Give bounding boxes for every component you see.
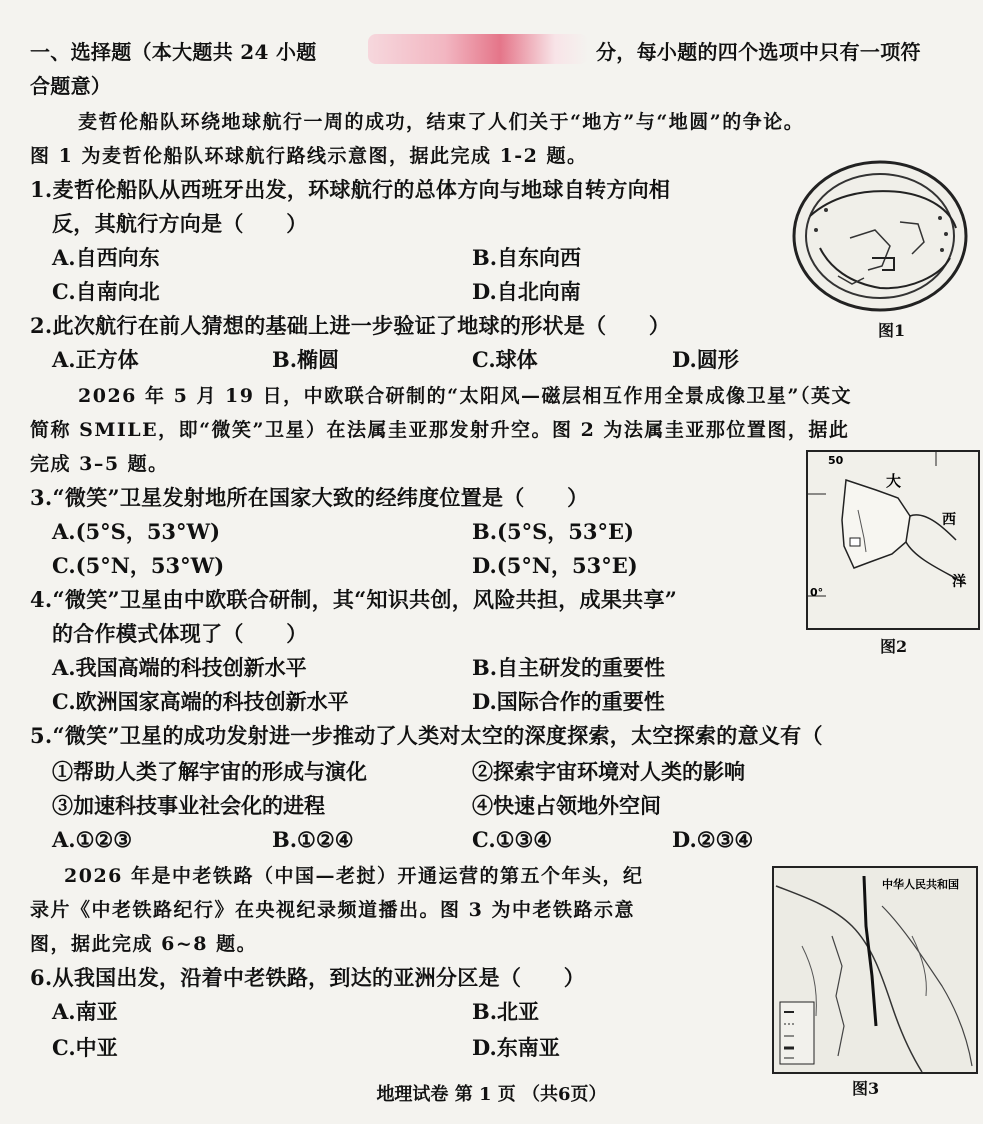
passage2-line1: 2026 年 5 月 19 日，中欧联合研制的“太阳风—磁层相互作用全景成像卫星”（英文 <box>78 385 852 407</box>
q5-statement-4: ④快速占领地外空间 <box>472 793 661 818</box>
q2-option-b[interactable]: B.椭圆 <box>272 347 340 372</box>
q5-statement-1: ①帮助人类了解宇宙的形成与演化 <box>52 759 367 784</box>
figure-1-world-map <box>790 158 970 318</box>
q3-option-c[interactable]: C.(5°N，53°W) <box>52 553 225 578</box>
figure-3-title: 中华人民共和国 <box>882 878 959 891</box>
figure-2-label-0: 0° <box>810 586 824 599</box>
section-header-left: 一、选择题（本大题共 24 小题 <box>30 40 317 64</box>
q5-statement-3: ③加速科技事业社会化的进程 <box>52 793 325 818</box>
q4-option-d[interactable]: D.国际合作的重要性 <box>472 689 665 714</box>
q1-option-b[interactable]: B.自东向西 <box>472 245 582 270</box>
q3-option-b[interactable]: B.(5°S，53°E) <box>472 519 634 544</box>
q2-option-a[interactable]: A.正方体 <box>52 347 139 372</box>
q5-stem: 5.“微笑”卫星的成功发射进一步推动了人类对太空的深度探索，太空探索的意义有（ <box>30 723 823 748</box>
passage3-line2: 录片《中老铁路纪行》在央视纪录频道播出。图 3 为中老铁路示意 <box>30 899 635 921</box>
q4-option-a[interactable]: A.我国高端的科技创新水平 <box>52 655 307 680</box>
passage2-line2: 简称 SMILE，即“微笑”卫星）在法属圭亚那发射升空。图 2 为法属圭亚那位置图，据此 <box>30 419 850 441</box>
q4-stem-line1: 4.“微笑”卫星由中欧联合研制，其“知识共创，风险共担，成果共享” <box>30 587 678 612</box>
figure-2-label-50: 50 <box>828 454 844 467</box>
section-header-line2: 合题意） <box>30 74 112 98</box>
passage2-line3: 完成 3–5 题。 <box>30 453 169 475</box>
q6-option-a[interactable]: A.南亚 <box>52 999 118 1024</box>
q3-stem: 3.“微笑”卫星发射地所在国家大致的经纬度位置是（ ） <box>30 485 589 510</box>
page-footer: 地理试卷 第 1 页 （共6页） <box>376 1084 607 1105</box>
q6-option-d[interactable]: D.东南亚 <box>472 1035 560 1060</box>
figure-2-caption: 图2 <box>880 637 908 656</box>
q2-option-c[interactable]: C.球体 <box>472 347 538 372</box>
figure-1-caption: 图1 <box>878 321 906 340</box>
figure-3-caption: 图3 <box>852 1079 880 1098</box>
q5-statement-2: ②探索宇宙环境对人类的影响 <box>472 759 745 784</box>
passage3-line3: 图，据此完成 6~8 题。 <box>30 933 258 955</box>
q6-option-c[interactable]: C.中亚 <box>52 1035 118 1060</box>
q5-option-c[interactable]: C.①③④ <box>472 827 553 852</box>
q1-stem-line1: 1.麦哲伦船队从西班牙出发，环球航行的总体方向与地球自转方向相 <box>30 177 671 202</box>
q1-stem-line2: 反，其航行方向是（ ） <box>52 211 308 236</box>
q3-option-d[interactable]: D.(5°N，53°E) <box>472 553 638 578</box>
q3-option-a[interactable]: A.(5°S，53°W) <box>52 519 221 544</box>
q2-stem: 2.此次航行在前人猜想的基础上进一步验证了地球的形状是（ ） <box>30 313 671 338</box>
figure-2-label-xi: 西 <box>942 512 956 528</box>
q1-option-d[interactable]: D.自北向南 <box>472 279 581 304</box>
q5-option-a[interactable]: A.①②③ <box>52 827 133 852</box>
q6-option-b[interactable]: B.北亚 <box>472 999 540 1024</box>
figure-2-french-guiana-map <box>806 450 980 630</box>
q2-option-d[interactable]: D.圆形 <box>672 347 739 372</box>
section-header-right: 分，每小题的四个选项中只有一项符 <box>596 40 921 64</box>
q1-option-a[interactable]: A.自西向东 <box>52 245 160 270</box>
q5-option-d[interactable]: D.②③④ <box>672 827 754 852</box>
q4-stem-line2: 的合作模式体现了（ ） <box>52 621 308 646</box>
passage1-line1: 麦哲伦船队环绕地球航行一周的成功，结束了人们关于“地方”与“地圆”的争论。 <box>78 111 805 133</box>
q4-option-b[interactable]: B.自主研发的重要性 <box>472 655 666 680</box>
q1-option-c[interactable]: C.自南向北 <box>52 279 160 304</box>
passage1-line2: 图 1 为麦哲伦船队环球航行路线示意图，据此完成 1-2 题。 <box>30 145 588 167</box>
q4-option-c[interactable]: C.欧洲国家高端的科技创新水平 <box>52 689 349 714</box>
q5-option-b[interactable]: B.①②④ <box>272 827 354 852</box>
redaction-mark <box>368 34 588 64</box>
passage3-line1: 2026 年是中老铁路（中国—老挝）开通运营的第五个年头，纪 <box>64 865 644 887</box>
q6-stem: 6.从我国出发，沿着中老铁路，到达的亚洲分区是（ ） <box>30 965 586 990</box>
figure-3-railway-map <box>772 866 978 1074</box>
figure-2-label-yang: 洋 <box>952 574 966 590</box>
figure-2-label-da: 大 <box>886 472 902 490</box>
